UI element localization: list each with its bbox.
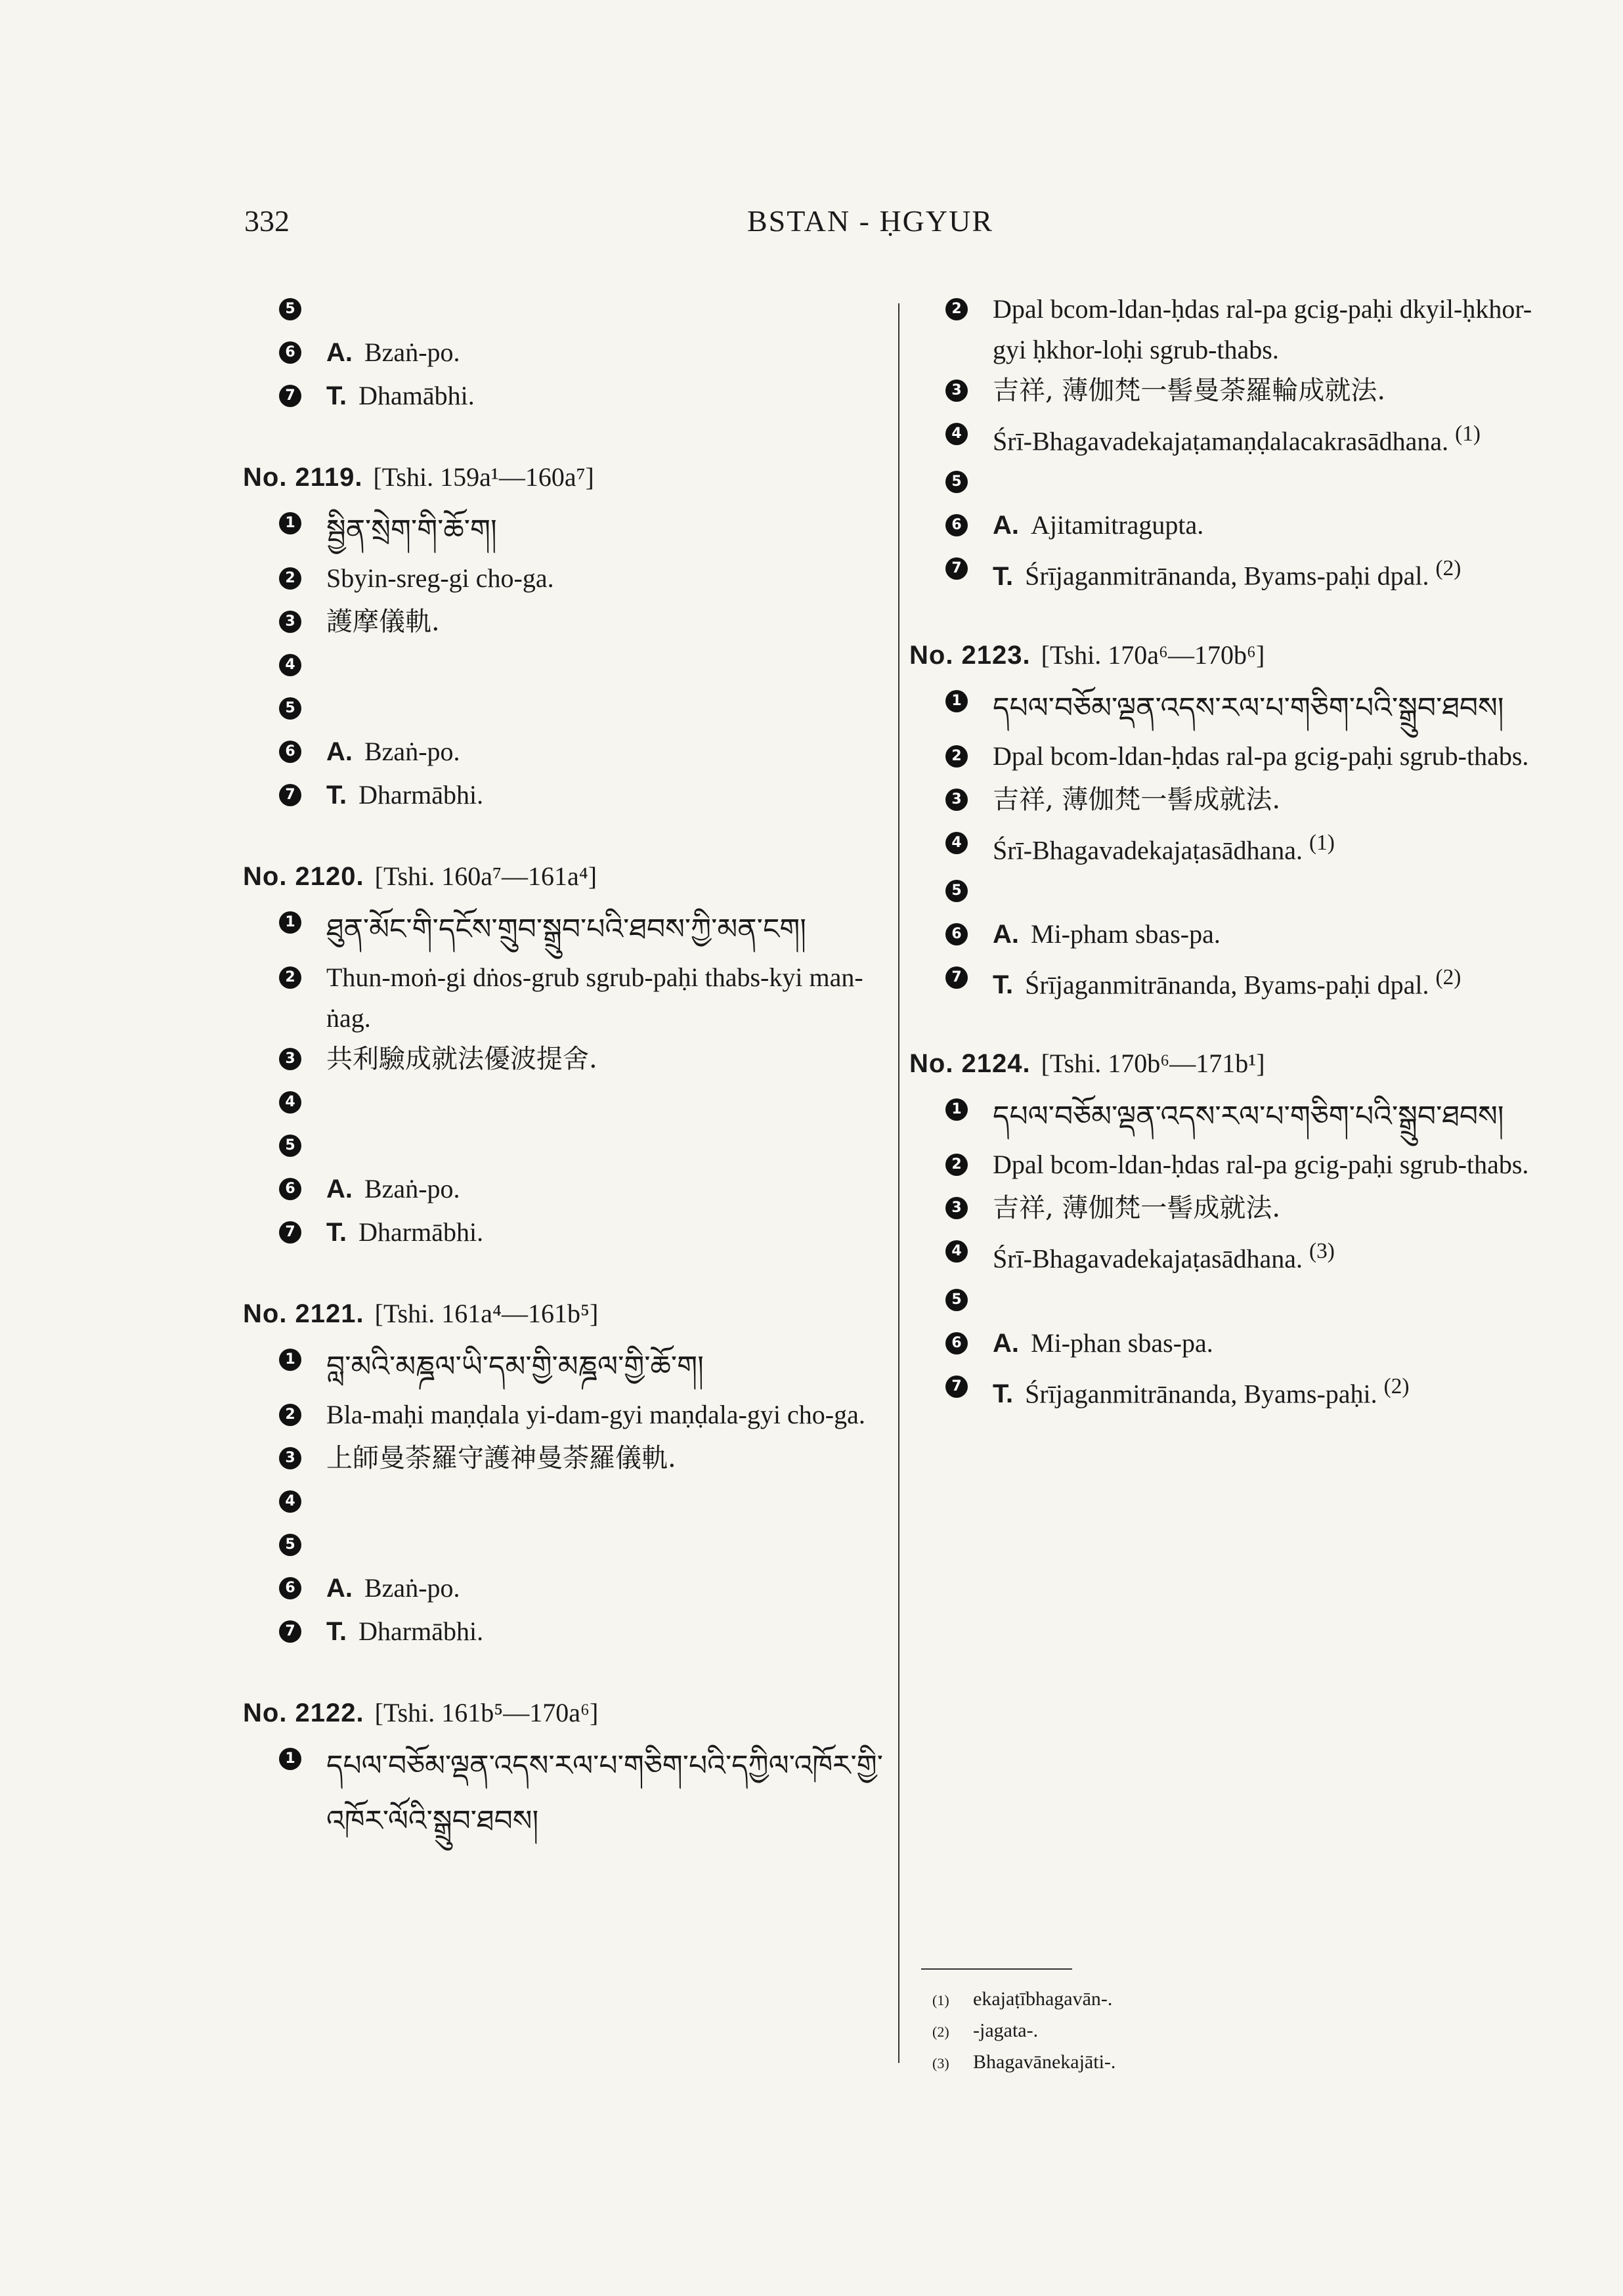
footnote [932, 2047, 1115, 2079]
circled-number: 7 [279, 1221, 301, 1244]
circled-number: 2 [945, 298, 968, 320]
folio-reference: [Tshi. 159a¹—160a⁷] [373, 462, 594, 492]
footnote-ref: (3) [1309, 1239, 1335, 1264]
transliterated-title: Thun-moṅ-gi dṅos-grub sgrub-paḥi thabs-kyi man-ṅag. [326, 963, 863, 1033]
tibetan-title: སྦྱིན་སྲེག་གི་ཆོ་ག། [326, 513, 497, 547]
field-3 [945, 370, 1559, 414]
footnote-ref: (2) [1435, 964, 1461, 989]
transliterated-title: Dpal bcom-ldan-ḥdas ral-pa gcig-paḥi sgrub-thabs. [993, 741, 1529, 771]
field-7 [279, 1611, 886, 1655]
circled-number: 4 [279, 1490, 301, 1513]
field-3 [279, 1039, 886, 1082]
circled-number: 1 [279, 1349, 301, 1371]
footnote-text: Bhagavānekajāti-. [973, 2051, 1116, 2073]
right-column [909, 289, 1559, 1452]
entry-2120 [243, 856, 886, 1255]
circled-number: 5 [279, 298, 301, 320]
entry-2122 [243, 1693, 886, 1849]
author-name: Bzaṅ-po. [364, 1174, 460, 1203]
translator-name: Śrījaganmitrānanda, Byams-paḥi dpal. [1025, 970, 1429, 1000]
field-1 [279, 1739, 886, 1849]
footnote-rule [921, 1968, 1072, 1970]
tibetan-title: དཔལ་བཅོམ་ལྡན་འདས་རལ་པ་གཅིག་པའི་སྒྲུབ་ཐབས། [993, 691, 1504, 725]
running-head: BSTAN - ḤGYUR [747, 204, 993, 238]
field-5 [945, 871, 1559, 914]
translator-name: Dharmābhi. [358, 1217, 484, 1247]
field-5 [945, 462, 1559, 505]
circled-number: 6 [279, 1178, 301, 1200]
translator-label: T. [326, 381, 347, 410]
circled-number: 5 [945, 880, 968, 902]
translator-label: T. [993, 1379, 1014, 1408]
chinese-title: 護摩儀軌. [326, 607, 440, 637]
field-1 [945, 681, 1559, 736]
field-2 [945, 736, 1559, 779]
field-6 [945, 1323, 1559, 1366]
circled-number: 4 [945, 423, 968, 445]
field-6 [279, 1169, 886, 1212]
footnote-ref: (2) [1383, 1374, 1410, 1398]
circled-number: 4 [279, 654, 301, 676]
field-3 [279, 601, 886, 645]
circled-number: 7 [945, 966, 968, 989]
footnote-mark: (3) [932, 2055, 949, 2071]
circled-number: 2 [945, 1154, 968, 1176]
circled-number: 7 [279, 1620, 301, 1643]
translator-label: T. [993, 970, 1014, 1000]
entry-heading [909, 1043, 1559, 1084]
folio-reference: [Tshi. 170b⁶—171b¹] [1041, 1049, 1265, 1079]
circled-number: 7 [945, 557, 968, 580]
translator-name: Dharmābhi. [358, 1616, 484, 1646]
chinese-title: 共利驗成就法優波提舍. [326, 1044, 597, 1074]
entry-2121 [243, 1293, 886, 1655]
footnote-mark: (1) [932, 1992, 949, 2008]
field-6 [945, 914, 1559, 957]
field-4 [945, 823, 1559, 871]
column-divider [898, 303, 899, 2063]
transliterated-title: Sbyin-sreg-gi cho-ga. [326, 563, 554, 593]
field-2 [279, 1395, 886, 1438]
footnotes [932, 1984, 1115, 2079]
field-6 [279, 1568, 886, 1611]
circled-number: 4 [279, 1091, 301, 1114]
field-6 [945, 505, 1559, 548]
circled-number: 4 [945, 1240, 968, 1263]
field-5 [279, 289, 886, 332]
translator-label: T. [993, 561, 1014, 591]
field-4 [945, 1231, 1559, 1279]
circled-number: 3 [279, 1447, 301, 1469]
footnote-ref: (2) [1435, 556, 1461, 581]
tibetan-title: བླ་མའི་མཎྜལ་ཡི་དམ་གྱི་མཎྜལ་གྱི་ཆོ་ག། [326, 1350, 704, 1383]
entry-heading [909, 635, 1559, 676]
field-4 [279, 1082, 886, 1125]
page-number: 332 [244, 204, 290, 238]
folio-reference: [Tshi. 161b⁵—170a⁶] [374, 1698, 599, 1727]
author-name: Bzaṅ-po. [364, 737, 460, 766]
tibetan-title: དཔལ་བཅོམ་ལྡན་འདས་རལ་པ་གཅིག་པའི་སྒྲུབ་ཐབས། [993, 1100, 1504, 1134]
author-label: A. [326, 737, 353, 766]
field-6 [279, 731, 886, 775]
circled-number: 1 [279, 1748, 301, 1770]
author-label: A. [326, 1574, 353, 1603]
field-4 [279, 1481, 886, 1525]
field-7 [945, 1366, 1559, 1414]
entry-heading [243, 1293, 886, 1334]
footnote-text: ekajaṭībhagavān-. [973, 1988, 1113, 2010]
field-1 [279, 1339, 886, 1395]
folio-reference: [Tshi. 160a⁷—161a⁴] [374, 861, 597, 891]
chinese-title: 上師曼荼羅守護神曼荼羅儀軌. [326, 1443, 676, 1473]
transliterated-title: Dpal bcom-ldan-ḥdas ral-pa gcig-paḥi sgrub-thabs. [993, 1150, 1529, 1180]
footnote [932, 2016, 1115, 2047]
field-5 [279, 688, 886, 731]
author-name: Ajitamitragupta. [1031, 510, 1204, 540]
entry-heading [243, 856, 886, 897]
author-name: Mi-pham sbas-pa. [1031, 919, 1221, 949]
circled-number: 2 [279, 567, 301, 590]
author-name: Bzaṅ-po. [364, 1573, 460, 1603]
entry-continued [243, 289, 886, 419]
translator-name: Dharmābhi. [358, 780, 484, 810]
circled-number: 5 [279, 1534, 301, 1556]
circled-number: 6 [945, 923, 968, 945]
circled-number: 1 [945, 1098, 968, 1121]
circled-number: 1 [279, 512, 301, 534]
field-7 [279, 1212, 886, 1255]
field-4 [279, 645, 886, 688]
entry-2124 [909, 1043, 1559, 1414]
folio-reference: [Tshi. 161a⁴—161b⁵] [374, 1299, 599, 1328]
circled-number: 3 [945, 379, 968, 402]
circled-number: 2 [279, 966, 301, 989]
sanskrit-title: Śrī-Bhagavadekajaṭamaṇḍalacakrasādhana. [993, 426, 1449, 456]
entry-heading [243, 1693, 886, 1733]
field-5 [279, 1525, 886, 1568]
field-7 [945, 957, 1559, 1005]
sanskrit-title: Śrī-Bhagavadekajaṭasādhana. [993, 1244, 1303, 1274]
field-7 [945, 548, 1559, 596]
circled-number: 6 [945, 1332, 968, 1354]
field-2 [945, 289, 1559, 370]
field-3 [945, 1188, 1559, 1231]
field-1 [279, 503, 886, 558]
chinese-title: 吉祥, 薄伽梵一髻成就法. [993, 1193, 1281, 1224]
field-1 [279, 902, 886, 957]
circled-number: 3 [945, 1197, 968, 1219]
folio-reference: [Tshi. 170a⁶—170b⁶] [1041, 639, 1265, 670]
field-5 [945, 1280, 1559, 1323]
field-2 [945, 1144, 1559, 1188]
field-6 [279, 332, 886, 376]
entry-number: No. 2122. [243, 1699, 364, 1727]
translator-label: T. [326, 1617, 347, 1646]
circled-number: 2 [279, 1404, 301, 1426]
circled-number: 3 [279, 1048, 301, 1070]
translator-name: Śrījaganmitrānanda, Byams-paḥi. [1025, 1378, 1377, 1408]
circled-number: 5 [945, 471, 968, 493]
circled-number: 5 [945, 1289, 968, 1311]
entry-2123 [909, 635, 1559, 1006]
circled-number: 7 [945, 1375, 968, 1398]
translator-name: Dhamābhi. [358, 381, 475, 410]
field-2 [279, 957, 886, 1039]
author-label: A. [993, 919, 1019, 949]
entry-number: No. 2123. [909, 640, 1031, 670]
entry-2119 [243, 457, 886, 818]
circled-number: 6 [279, 1577, 301, 1599]
circled-number: 6 [945, 514, 968, 536]
entry-number: No. 2120. [243, 862, 364, 891]
author-label: A. [326, 338, 353, 367]
translator-label: T. [326, 781, 347, 810]
author-name: Mi-phan sbas-pa. [1031, 1328, 1213, 1358]
footnote-ref: (1) [1455, 422, 1481, 446]
chinese-title: 吉祥, 薄伽梵一髻曼荼羅輪成就法. [993, 376, 1386, 406]
circled-number: 1 [279, 911, 301, 934]
entry-number: No. 2121. [243, 1299, 364, 1328]
tibetan-title: དཔལ་བཅོམ་ལྡན་འདས་རལ་པ་གཅིག་པའི་དཀྱིལ་འཁོར་གྱི་འཁོར་ལོའི་སྒྲུབ་ཐབས། [326, 1749, 884, 1838]
entry-number: No. 2124. [909, 1049, 1031, 1079]
field-2 [279, 558, 886, 601]
circled-number: 4 [945, 832, 968, 854]
circled-number: 7 [279, 784, 301, 806]
footnote-ref: (1) [1309, 830, 1335, 855]
field-4 [945, 414, 1559, 462]
circled-number: 3 [279, 611, 301, 633]
sanskrit-title: Śrī-Bhagavadekajaṭasādhana. [993, 834, 1303, 865]
entry-heading [243, 457, 886, 498]
circled-number: 5 [279, 1135, 301, 1157]
footnote [932, 1984, 1115, 2016]
circled-number: 6 [279, 341, 301, 364]
entry-number: No. 2119. [243, 463, 363, 492]
tibetan-title: ཐུན་མོང་གི་དངོས་གྲུབ་སྒྲུབ་པའི་ཐབས་ཀྱི་མན་ངག། [326, 913, 806, 946]
entry-2122-continued [909, 289, 1559, 597]
field-7 [279, 376, 886, 419]
author-name: Bzaṅ-po. [364, 337, 460, 367]
translator-name: Śrījaganmitrānanda, Byams-paḥi dpal. [1025, 561, 1429, 591]
field-5 [279, 1125, 886, 1169]
transliterated-title: Dpal bcom-ldan-ḥdas ral-pa gcig-paḥi dkyil-ḥkhor-gyi ḥkhor-loḥi sgrub-thabs. [993, 294, 1532, 364]
circled-number: 6 [279, 741, 301, 763]
circled-number: 5 [279, 697, 301, 720]
translator-label: T. [326, 1218, 347, 1247]
footnote-mark: (2) [932, 2024, 949, 2040]
author-label: A. [326, 1175, 353, 1203]
transliterated-title: Bla-maḥi maṇḍala yi-dam-gyi maṇḍala-gyi cho-ga. [326, 1400, 865, 1429]
field-3 [279, 1438, 886, 1481]
field-1 [945, 1089, 1559, 1144]
circled-number: 3 [945, 789, 968, 811]
chinese-title: 吉祥, 薄伽梵一髻成就法. [993, 784, 1281, 815]
circled-number: 1 [945, 690, 968, 712]
left-column [243, 289, 886, 1887]
footnote-text: -jagata-. [973, 2020, 1039, 2041]
circled-number: 2 [945, 745, 968, 768]
field-7 [279, 775, 886, 818]
author-label: A. [993, 1328, 1019, 1358]
field-3 [945, 779, 1559, 823]
circled-number: 7 [279, 385, 301, 407]
author-label: A. [993, 511, 1019, 540]
